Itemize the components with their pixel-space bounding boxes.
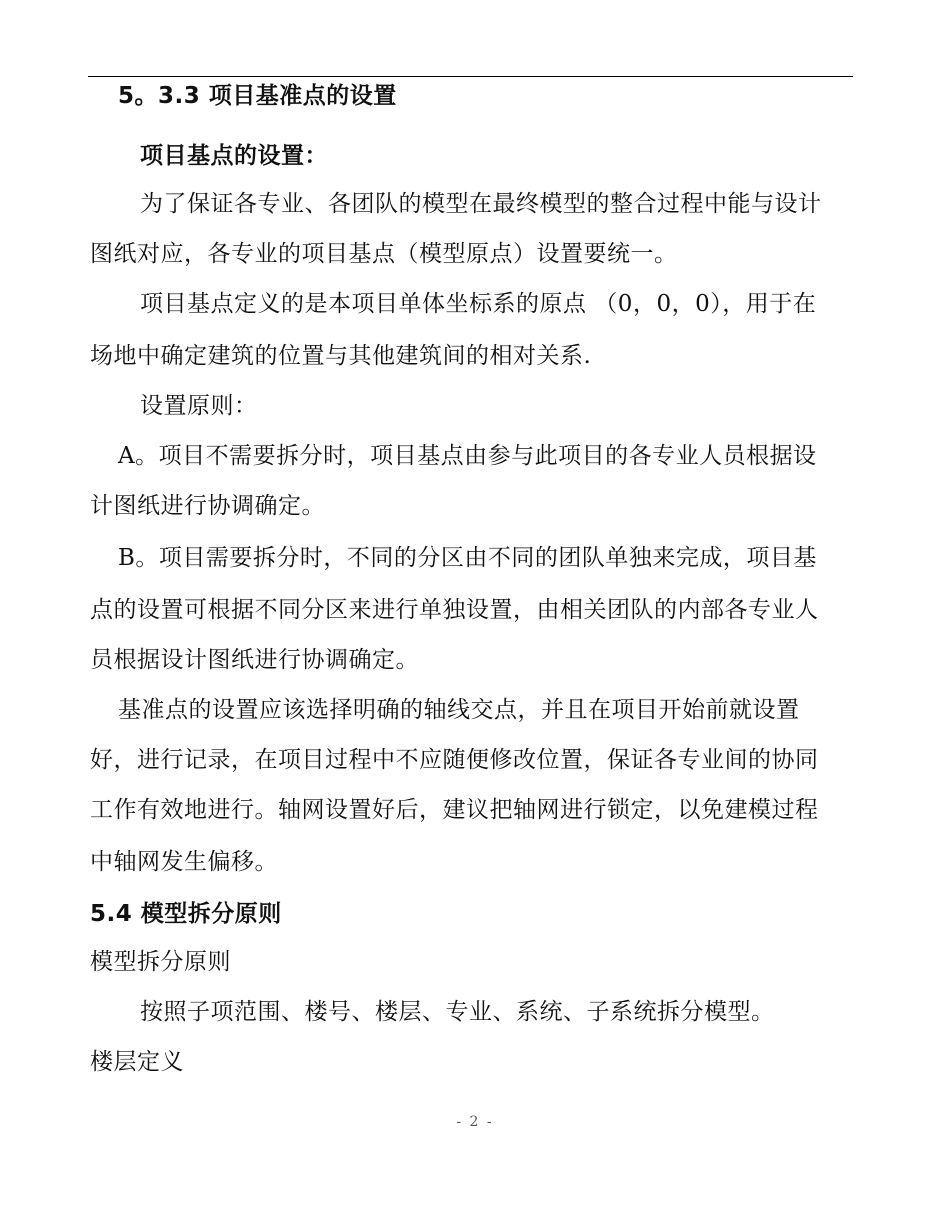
page-number: - 2 - [456, 1114, 494, 1130]
paragraph-line: 基准点的设置应该选择明确的轴线交点，并且在项目开始前就设置 [118, 697, 800, 723]
header-rule [88, 76, 853, 77]
floor-definition-label: 楼层定义 [90, 1049, 184, 1075]
model-split-label: 模型拆分原则 [90, 949, 231, 975]
paragraph-line: 图纸对应，各专业的项目基点（模型原点）设置要统一。 [90, 241, 678, 267]
paragraph-line: 项目基点定义的是本项目单体坐标系的原点 （0，0，0），用于在 [140, 291, 817, 317]
subheading-project-base-point: 项目基点的设置： [140, 143, 328, 169]
section-heading-5-4: 5.4 模型拆分原则 [90, 901, 282, 927]
paragraph-line: 场地中确定建筑的位置与其他建筑间的相对关系. [90, 343, 592, 369]
paragraph-line: 工作有效地进行。轴网设置好后，建议把轴网进行锁定，以免建模过程 [90, 797, 819, 823]
paragraph-line: 为了保证各专业、各团队的模型在最终模型的整合过程中能与设计 [140, 191, 822, 217]
principle-a-line: A。项目不需要拆分时，项目基点由参与此项目的各专业人员根据设 [118, 443, 817, 469]
section-heading-5-3-3: 5。3.3 项目基准点的设置 [118, 83, 397, 109]
principles-label: 设置原则： [140, 393, 258, 419]
paragraph-line: 中轴网发生偏移。 [90, 849, 278, 875]
paragraph-line: 好，进行记录，在项目过程中不应随便修改位置，保证各专业间的协同 [90, 747, 819, 773]
model-split-text: 按照子项范围、楼号、楼层、专业、系统、子系统拆分模型。 [140, 999, 775, 1025]
principle-b-line: B。项目需要拆分时，不同的分区由不同的团队单独来完成，项目基 [118, 545, 817, 571]
principle-b-line: 员根据设计图纸进行协调确定。 [90, 647, 419, 673]
principle-a-line: 计图纸进行协调确定。 [90, 493, 325, 519]
principle-b-line: 点的设置可根据不同分区来进行单独设置，由相关团队的内部各专业人 [90, 597, 819, 623]
